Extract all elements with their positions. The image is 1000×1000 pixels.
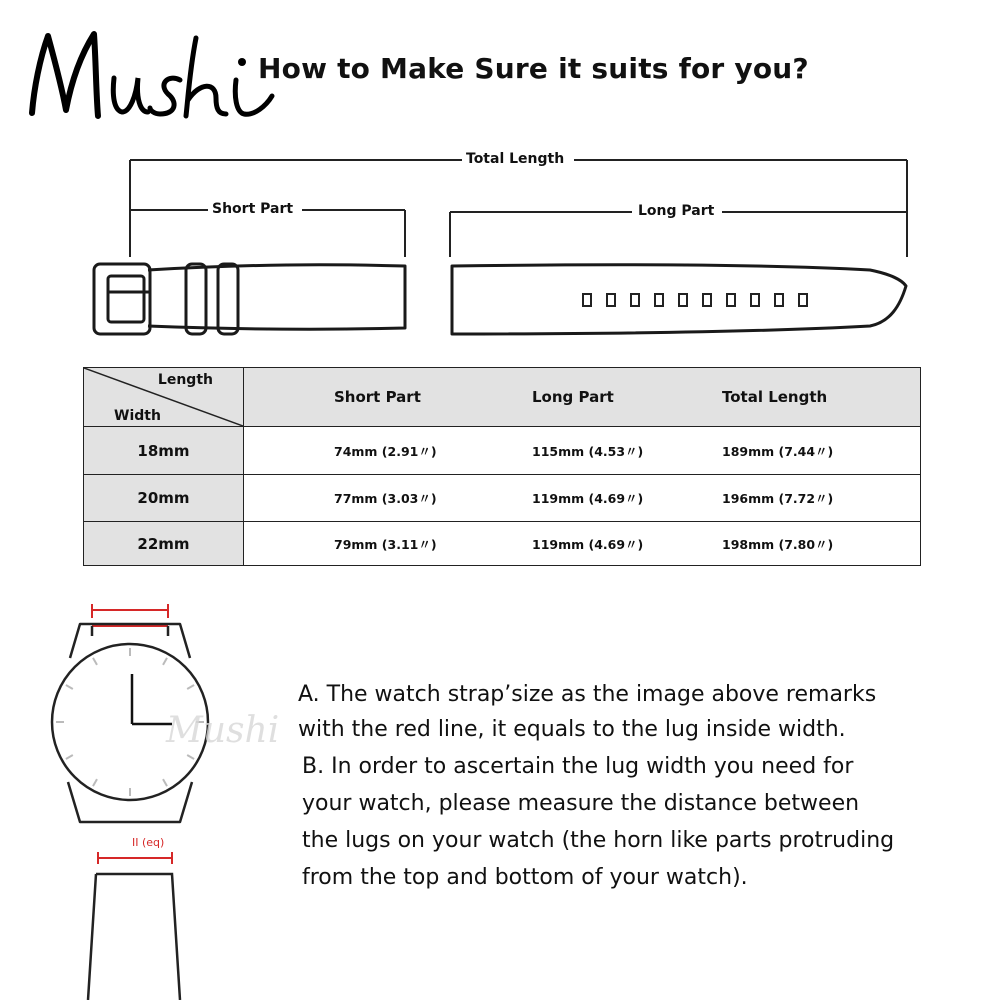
corner-length-label: Length (157, 372, 213, 388)
strap-hole (703, 294, 711, 306)
brand-logo-script (10, 18, 280, 128)
dial-tick (66, 755, 73, 759)
row-width-20mm: 20mm (84, 475, 244, 522)
short-part-bracket (130, 210, 405, 257)
column-header-short: Short Part (334, 388, 421, 406)
dial-tick (187, 755, 194, 759)
strap-hole (607, 294, 615, 306)
watermark: Mushi (166, 710, 280, 751)
watch-strap-segment (88, 874, 180, 1000)
strap-hole (655, 294, 663, 306)
instructions (298, 677, 978, 895)
dial-tick (163, 658, 167, 665)
column-header-total: Total Length (722, 388, 828, 406)
strap-dimension-diagram (0, 140, 1000, 350)
note-a-line-2: with the red line, it equals to the lug inside width. (298, 717, 846, 742)
column-header-long: Long Part (532, 388, 614, 406)
size-table (83, 367, 921, 566)
cell-short-part: 74mm (2.91〃) (334, 443, 437, 459)
page-title: How to Make Sure it suits for you? (258, 52, 809, 85)
dial-tick (66, 685, 73, 689)
table-row-values (244, 475, 921, 522)
strap-hole (583, 294, 591, 306)
eq-label: II (eq) (132, 836, 165, 849)
cell-total-length: 196mm (7.72〃) (722, 491, 834, 506)
corner-width-label: Width (114, 408, 161, 424)
strap-hole (799, 294, 807, 306)
cell-long-part: 115mm (4.53〃) (532, 443, 644, 459)
table-header-cell (244, 368, 921, 427)
dial-tick (93, 658, 97, 665)
long-part-label: Long Part (638, 203, 715, 219)
dial-tick (163, 779, 167, 786)
note-a-line-1: A. The watch strap’size as the image above remarks (298, 682, 877, 707)
note-b-line-4: from the top and bottom of your watch). (302, 865, 748, 890)
cell-total-length: 198mm (7.80〃) (722, 536, 834, 552)
strap-hole (727, 294, 735, 306)
strap-hole (679, 294, 687, 306)
table-row-values (244, 427, 921, 475)
strap-hole (751, 294, 759, 306)
note-b-line-2: your watch, please measure the distance between (302, 791, 860, 816)
strap-hole (775, 294, 783, 306)
row-width-18mm: 18mm (84, 427, 244, 475)
note-b-line-3: the lugs on your watch (the horn like parts protruding (302, 828, 895, 853)
table-row (84, 427, 921, 475)
bottom-lug-width-marker (98, 852, 172, 864)
dial-tick (187, 685, 194, 689)
table-row-values (244, 522, 921, 566)
strap-holes (583, 294, 807, 306)
brand-logo (10, 18, 280, 132)
cell-total-length: 189mm (7.44〃) (722, 443, 834, 459)
note-b-line-1: B. In order to ascertain the lug width you need for (302, 754, 854, 779)
watch-lug-diagram (40, 596, 300, 1000)
table-header-row (84, 368, 921, 427)
short-part-label: Short Part (212, 201, 294, 217)
table-row (84, 522, 921, 566)
cell-long-part: 119mm (4.69〃) (532, 536, 644, 552)
total-length-label: Total Length (466, 151, 565, 167)
dial-tick (93, 779, 97, 786)
table-corner-cell (84, 368, 244, 427)
short-part-strap (94, 264, 405, 334)
cell-short-part: 77mm (3.03〃) (334, 491, 437, 506)
top-lug-width-marker (92, 604, 168, 626)
table-row (84, 475, 921, 522)
cell-short-part: 79mm (3.11〃) (334, 536, 437, 552)
row-width-22mm: 22mm (84, 522, 244, 566)
strap-hole (631, 294, 639, 306)
cell-long-part: 119mm (4.69〃) (532, 491, 644, 506)
